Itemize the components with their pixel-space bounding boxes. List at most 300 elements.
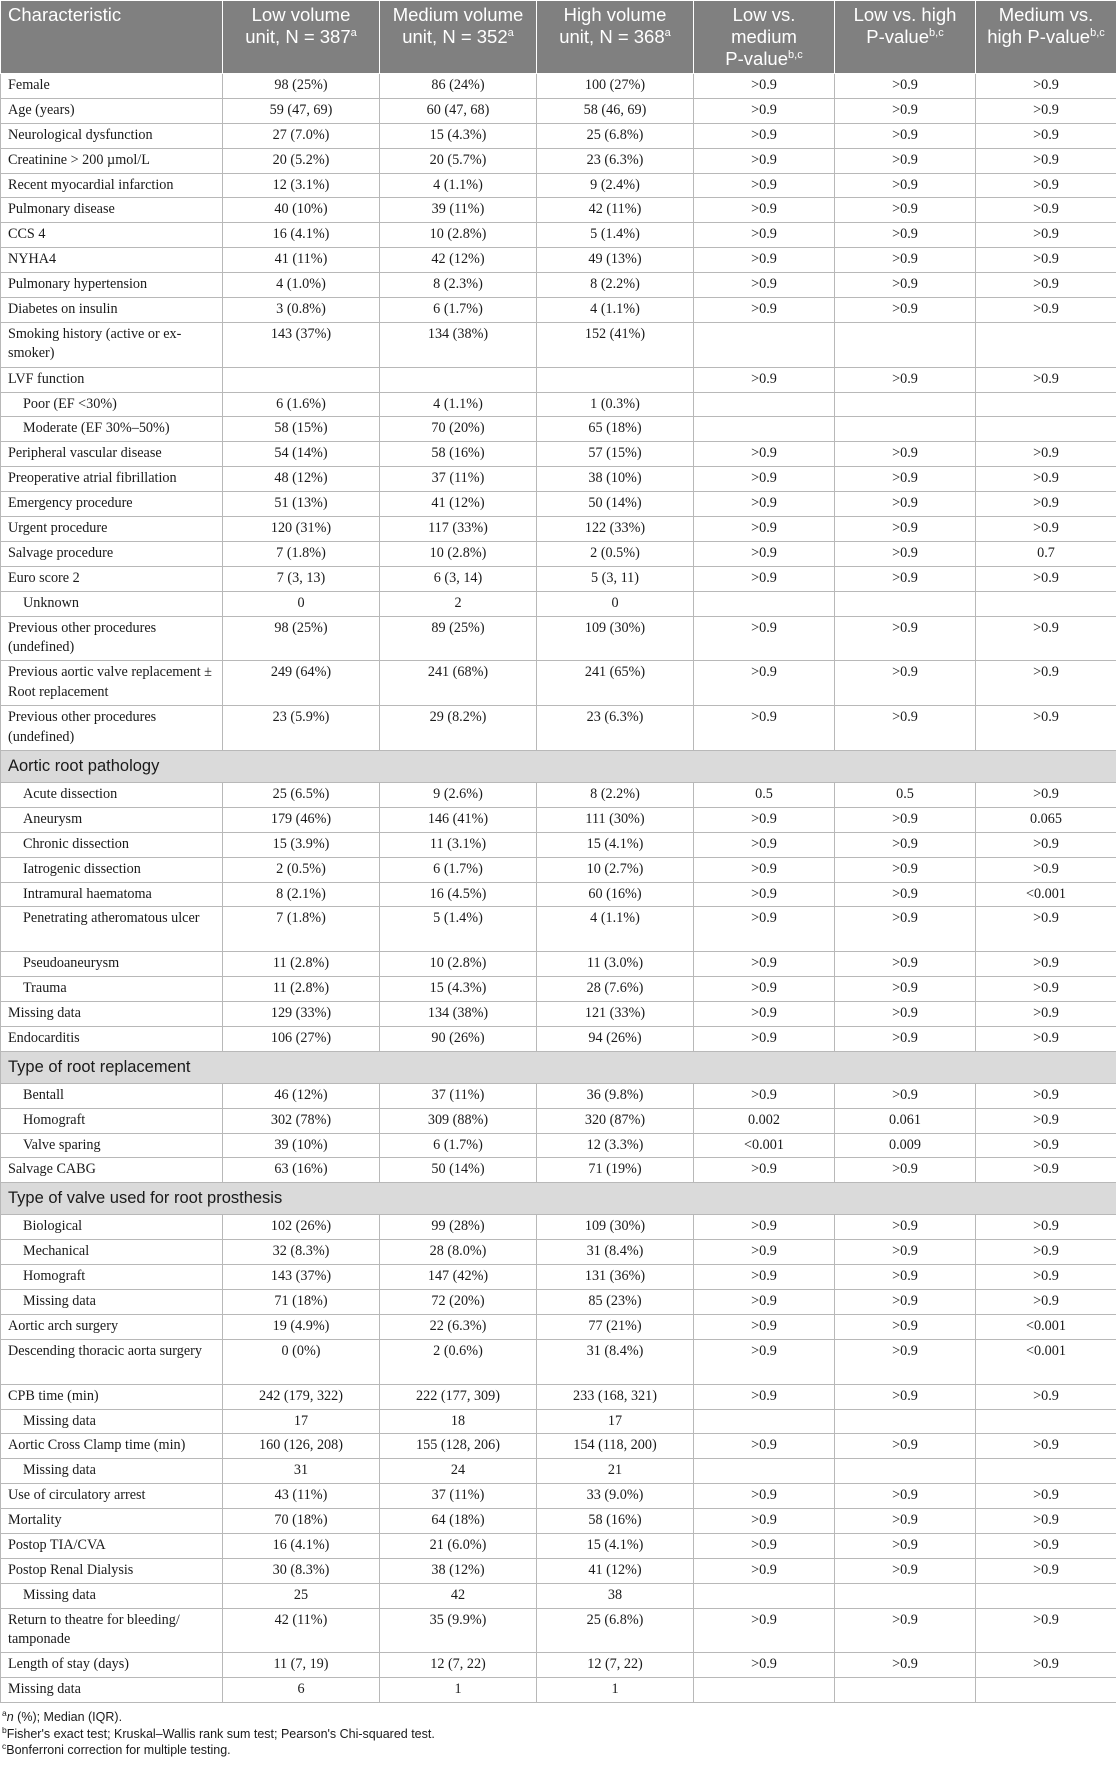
header-low-vs-high: Low vs. high P-value$^{b,c}$	[835, 1, 976, 74]
cell-low-volume: 19 (4.9%)	[223, 1314, 380, 1339]
cell-low-vs-medium-p: >0.9	[694, 1533, 835, 1558]
cell-medium-vs-high-p: >0.9	[976, 123, 1116, 148]
cell-high-volume: 9 (2.4%)	[537, 173, 694, 198]
cell-high-volume: 4 (1.1%)	[537, 298, 694, 323]
cell-medium-vs-high-p: <0.001	[976, 882, 1116, 907]
row-label: NYHA4	[1, 248, 223, 273]
cell-high-volume: 23 (6.3%)	[537, 148, 694, 173]
row-label: Previous other procedures (undefined)	[1, 706, 223, 751]
table-row	[1, 907, 1116, 952]
cell-high-volume: 111 (30%)	[537, 807, 694, 832]
cell-medium-vs-high-p: >0.9	[976, 298, 1116, 323]
table-row	[1, 148, 1116, 173]
row-label: Neurological dysfunction	[1, 123, 223, 148]
table-row	[1, 1265, 1116, 1290]
cell-medium-volume: 2	[380, 591, 537, 616]
cell-low-volume: 41 (11%)	[223, 248, 380, 273]
cell-medium-volume: 6 (1.7%)	[380, 1133, 537, 1158]
cell-high-volume: 94 (26%)	[537, 1026, 694, 1051]
cell-low-vs-high-p: 0.061	[835, 1108, 976, 1133]
cell-high-volume: 15 (4.1%)	[537, 1533, 694, 1558]
cell-high-volume: 4 (1.1%)	[537, 907, 694, 952]
table-body	[1, 74, 1116, 1703]
cell-medium-volume: 1	[380, 1678, 537, 1703]
row-label: Descending thoracic aorta surgery	[1, 1339, 223, 1384]
cell-low-volume: 8 (2.1%)	[223, 882, 380, 907]
cell-low-volume: 70 (18%)	[223, 1509, 380, 1534]
cell-low-vs-medium-p: >0.9	[694, 1558, 835, 1583]
cell-high-volume: 38	[537, 1583, 694, 1608]
cell-low-volume: 16 (4.1%)	[223, 1533, 380, 1558]
cell-low-vs-high-p: >0.9	[835, 467, 976, 492]
cell-low-vs-medium-p	[694, 591, 835, 616]
cell-low-vs-medium-p: >0.9	[694, 1339, 835, 1384]
cell-low-vs-medium-p: >0.9	[694, 661, 835, 706]
row-label: Missing data	[1, 1459, 223, 1484]
cell-low-vs-high-p: >0.9	[835, 616, 976, 661]
cell-low-volume: 143 (37%)	[223, 1265, 380, 1290]
table-row	[1, 807, 1116, 832]
cell-low-vs-high-p: >0.9	[835, 706, 976, 751]
row-label: Homograft	[1, 1108, 223, 1133]
cell-medium-vs-high-p: >0.9	[976, 1158, 1116, 1183]
cell-medium-vs-high-p: >0.9	[976, 1108, 1116, 1133]
cell-high-volume: 154 (118, 200)	[537, 1434, 694, 1459]
cell-low-vs-medium-p: >0.9	[694, 517, 835, 542]
cell-low-volume: 30 (8.3%)	[223, 1558, 380, 1583]
header-medium-volume: Medium volume unit, $N = 352^a$	[380, 1, 537, 74]
cell-low-vs-medium-p: >0.9	[694, 198, 835, 223]
row-label: Acute dissection	[1, 783, 223, 808]
cell-low-vs-medium-p: >0.9	[694, 1026, 835, 1051]
row-label: Previous other procedures (undefined)	[1, 616, 223, 661]
cell-high-volume: 23 (6.3%)	[537, 706, 694, 751]
cell-low-vs-medium-p: >0.9	[694, 123, 835, 148]
cell-medium-vs-high-p: >0.9	[976, 1653, 1116, 1678]
cell-high-volume: 10 (2.7%)	[537, 857, 694, 882]
header-medium-vs-high: Medium vs. high P-value$^{b,c}$	[976, 1, 1116, 74]
row-label: Diabetes on insulin	[1, 298, 223, 323]
section-title: Type of root replacement	[1, 1051, 1116, 1083]
row-label: Missing data	[1, 1678, 223, 1703]
cell-medium-volume: 12 (7, 22)	[380, 1653, 537, 1678]
cell-low-vs-high-p: >0.9	[835, 1384, 976, 1409]
table-row	[1, 1678, 1116, 1703]
cell-low-vs-medium-p: >0.9	[694, 223, 835, 248]
cell-medium-volume: 72 (20%)	[380, 1290, 537, 1315]
cell-low-vs-medium-p: >0.9	[694, 492, 835, 517]
cell-medium-volume: 39 (11%)	[380, 198, 537, 223]
cell-medium-vs-high-p: >0.9	[976, 198, 1116, 223]
header-characteristic: Characteristic	[1, 1, 223, 74]
cell-medium-volume: 9 (2.6%)	[380, 783, 537, 808]
cell-medium-vs-high-p	[976, 417, 1116, 442]
cell-medium-vs-high-p: >0.9	[976, 1509, 1116, 1534]
row-label: Missing data	[1, 1583, 223, 1608]
cell-low-vs-medium-p: >0.9	[694, 1215, 835, 1240]
cell-low-vs-high-p: >0.9	[835, 882, 976, 907]
cell-low-volume: 179 (46%)	[223, 807, 380, 832]
cell-high-volume: 1	[537, 1678, 694, 1703]
cell-medium-vs-high-p: >0.9	[976, 1533, 1116, 1558]
cell-low-vs-high-p: >0.9	[835, 298, 976, 323]
cell-low-vs-high-p: >0.9	[835, 442, 976, 467]
cell-low-volume: 43 (11%)	[223, 1484, 380, 1509]
row-label: Postop Renal Dialysis	[1, 1558, 223, 1583]
cell-medium-vs-high-p: >0.9	[976, 907, 1116, 952]
row-label: Preoperative atrial fibrillation	[1, 467, 223, 492]
cell-high-volume: 21	[537, 1459, 694, 1484]
cell-low-vs-high-p: >0.9	[835, 367, 976, 392]
section-title: Type of valve used for root prosthesis	[1, 1183, 1116, 1215]
cell-medium-vs-high-p: >0.9	[976, 952, 1116, 977]
cell-low-vs-medium-p: >0.9	[694, 148, 835, 173]
cell-medium-vs-high-p: >0.9	[976, 1434, 1116, 1459]
cell-low-vs-medium-p: >0.9	[694, 1484, 835, 1509]
cell-medium-volume: 2 (0.6%)	[380, 1339, 537, 1384]
cell-low-vs-high-p: >0.9	[835, 952, 976, 977]
cell-low-vs-medium-p: >0.9	[694, 298, 835, 323]
cell-medium-vs-high-p: >0.9	[976, 1240, 1116, 1265]
cell-medium-volume: 37 (11%)	[380, 467, 537, 492]
cell-medium-volume: 42	[380, 1583, 537, 1608]
row-label: Euro score 2	[1, 566, 223, 591]
cell-low-vs-high-p: >0.9	[835, 566, 976, 591]
table-row	[1, 248, 1116, 273]
table-row	[1, 1409, 1116, 1434]
table-row	[1, 1608, 1116, 1653]
cell-medium-vs-high-p	[976, 1409, 1116, 1434]
cell-high-volume: 121 (33%)	[537, 1002, 694, 1027]
cell-medium-volume: 42 (12%)	[380, 248, 537, 273]
cell-low-vs-medium-p: >0.9	[694, 832, 835, 857]
cell-low-vs-high-p: >0.9	[835, 661, 976, 706]
cell-low-volume: 11 (7, 19)	[223, 1653, 380, 1678]
cell-low-volume: 17	[223, 1409, 380, 1434]
cell-low-volume: 32 (8.3%)	[223, 1240, 380, 1265]
cell-medium-vs-high-p	[976, 591, 1116, 616]
cell-medium-vs-high-p: >0.9	[976, 1265, 1116, 1290]
cell-medium-vs-high-p: >0.9	[976, 616, 1116, 661]
cell-medium-volume: 90 (26%)	[380, 1026, 537, 1051]
table-row	[1, 1558, 1116, 1583]
cell-medium-vs-high-p: >0.9	[976, 367, 1116, 392]
cell-low-volume	[223, 367, 380, 392]
cell-low-volume: 106 (27%)	[223, 1026, 380, 1051]
table-row	[1, 1583, 1116, 1608]
cell-high-volume: 1 (0.3%)	[537, 392, 694, 417]
section-title: Aortic root pathology	[1, 751, 1116, 783]
table-row	[1, 273, 1116, 298]
row-label: Mortality	[1, 1509, 223, 1534]
cell-low-vs-high-p: >0.9	[835, 1533, 976, 1558]
cell-low-volume: 2 (0.5%)	[223, 857, 380, 882]
cell-low-vs-high-p: >0.9	[835, 1434, 976, 1459]
cell-low-vs-high-p: >0.9	[835, 517, 976, 542]
cell-low-vs-high-p: >0.9	[835, 1158, 976, 1183]
cell-medium-vs-high-p: >0.9	[976, 74, 1116, 99]
row-label: Pulmonary hypertension	[1, 273, 223, 298]
cell-low-vs-high-p: >0.9	[835, 198, 976, 223]
table-row	[1, 706, 1116, 751]
cell-medium-vs-high-p: >0.9	[976, 1002, 1116, 1027]
table-row	[1, 616, 1116, 661]
cell-high-volume: 58 (46, 69)	[537, 98, 694, 123]
cell-high-volume: 0	[537, 591, 694, 616]
cell-medium-volume: 21 (6.0%)	[380, 1533, 537, 1558]
cell-low-volume: 71 (18%)	[223, 1290, 380, 1315]
table-row	[1, 1384, 1116, 1409]
cell-high-volume: 12 (7, 22)	[537, 1653, 694, 1678]
cell-low-vs-medium-p: >0.9	[694, 566, 835, 591]
cell-medium-volume: 11 (3.1%)	[380, 832, 537, 857]
table-row	[1, 1509, 1116, 1534]
cell-medium-vs-high-p: <0.001	[976, 1314, 1116, 1339]
cell-low-vs-medium-p: >0.9	[694, 541, 835, 566]
cell-medium-vs-high-p	[976, 322, 1116, 367]
cell-medium-volume: 15 (4.3%)	[380, 977, 537, 1002]
cell-medium-volume: 15 (4.3%)	[380, 123, 537, 148]
row-label: Aortic Cross Clamp time (min)	[1, 1434, 223, 1459]
cell-medium-vs-high-p: >0.9	[976, 98, 1116, 123]
cell-medium-vs-high-p: 0.065	[976, 807, 1116, 832]
cell-medium-vs-high-p: >0.9	[976, 442, 1116, 467]
table-row	[1, 98, 1116, 123]
cell-low-vs-medium-p	[694, 417, 835, 442]
header-low-vs-medium: Low vs. medium P-value$^{b,c}$	[694, 1, 835, 74]
cell-low-vs-medium-p: >0.9	[694, 1608, 835, 1653]
cell-medium-volume: 24	[380, 1459, 537, 1484]
cell-low-volume: 7 (3, 13)	[223, 566, 380, 591]
cell-low-vs-medium-p: 0.5	[694, 783, 835, 808]
cell-low-vs-high-p: >0.9	[835, 1290, 976, 1315]
section-header-row	[1, 1051, 1116, 1083]
cell-low-vs-high-p: >0.9	[835, 173, 976, 198]
cell-low-volume: 102 (26%)	[223, 1215, 380, 1240]
section-header-row	[1, 751, 1116, 783]
cell-medium-volume: 5 (1.4%)	[380, 907, 537, 952]
cell-medium-vs-high-p: >0.9	[976, 1026, 1116, 1051]
cell-medium-vs-high-p: >0.9	[976, 1558, 1116, 1583]
row-label: Pseudoaneurysm	[1, 952, 223, 977]
cell-medium-vs-high-p: >0.9	[976, 273, 1116, 298]
cell-low-volume: 54 (14%)	[223, 442, 380, 467]
table-row	[1, 1240, 1116, 1265]
row-label: Salvage CABG	[1, 1158, 223, 1183]
cell-medium-vs-high-p: >0.9	[976, 1215, 1116, 1240]
cell-high-volume: 131 (36%)	[537, 1265, 694, 1290]
table-header	[1, 1, 1116, 74]
table-row	[1, 1002, 1116, 1027]
cell-low-vs-high-p: >0.9	[835, 248, 976, 273]
cell-low-vs-high-p: >0.9	[835, 807, 976, 832]
cell-low-volume: 129 (33%)	[223, 1002, 380, 1027]
cell-medium-volume: 37 (11%)	[380, 1083, 537, 1108]
row-label: Smoking history (active or ex-smoker)	[1, 322, 223, 367]
cell-low-vs-medium-p: >0.9	[694, 273, 835, 298]
row-label: Missing data	[1, 1002, 223, 1027]
cell-low-vs-medium-p	[694, 1678, 835, 1703]
cell-low-volume: 249 (64%)	[223, 661, 380, 706]
cell-low-vs-high-p: >0.9	[835, 273, 976, 298]
cell-medium-vs-high-p	[976, 1459, 1116, 1484]
cell-medium-volume: 134 (38%)	[380, 1002, 537, 1027]
cell-medium-volume: 4 (1.1%)	[380, 173, 537, 198]
cell-low-vs-medium-p: >0.9	[694, 1434, 835, 1459]
cell-low-vs-high-p: >0.9	[835, 1558, 976, 1583]
cell-high-volume: 57 (15%)	[537, 442, 694, 467]
cell-high-volume: 233 (168, 321)	[537, 1384, 694, 1409]
cell-medium-vs-high-p: >0.9	[976, 857, 1116, 882]
table-row	[1, 223, 1116, 248]
cell-medium-vs-high-p: >0.9	[976, 783, 1116, 808]
cell-medium-volume: 117 (33%)	[380, 517, 537, 542]
cell-low-volume: 0 (0%)	[223, 1339, 380, 1384]
table-row	[1, 591, 1116, 616]
cell-low-volume: 27 (7.0%)	[223, 123, 380, 148]
cell-medium-volume: 38 (12%)	[380, 1558, 537, 1583]
cell-low-vs-medium-p: 0.002	[694, 1108, 835, 1133]
cell-high-volume: 241 (65%)	[537, 661, 694, 706]
cell-medium-vs-high-p: >0.9	[976, 661, 1116, 706]
table-row	[1, 392, 1116, 417]
cell-high-volume: 49 (13%)	[537, 248, 694, 273]
cell-low-volume: 48 (12%)	[223, 467, 380, 492]
cell-high-volume: 71 (19%)	[537, 1158, 694, 1183]
cell-medium-vs-high-p: >0.9	[976, 1384, 1116, 1409]
cell-low-vs-high-p: >0.9	[835, 1653, 976, 1678]
cell-medium-vs-high-p: >0.9	[976, 1290, 1116, 1315]
cell-medium-volume: 10 (2.8%)	[380, 541, 537, 566]
cell-low-vs-medium-p: >0.9	[694, 977, 835, 1002]
cell-low-vs-medium-p: >0.9	[694, 1384, 835, 1409]
cell-medium-volume: 6 (1.7%)	[380, 857, 537, 882]
row-label: Aneurysm	[1, 807, 223, 832]
cell-low-vs-medium-p	[694, 1459, 835, 1484]
table-row	[1, 566, 1116, 591]
cell-medium-vs-high-p: <0.001	[976, 1339, 1116, 1384]
cell-low-vs-medium-p: >0.9	[694, 706, 835, 751]
cell-low-volume: 3 (0.8%)	[223, 298, 380, 323]
cell-high-volume: 36 (9.8%)	[537, 1083, 694, 1108]
cell-low-vs-medium-p: >0.9	[694, 1653, 835, 1678]
cell-low-vs-medium-p: >0.9	[694, 1002, 835, 1027]
cell-medium-volume: 134 (38%)	[380, 322, 537, 367]
cell-low-vs-high-p: >0.9	[835, 98, 976, 123]
row-label: CPB time (min)	[1, 1384, 223, 1409]
cell-low-volume: 20 (5.2%)	[223, 148, 380, 173]
cell-medium-volume	[380, 367, 537, 392]
cell-high-volume: 65 (18%)	[537, 417, 694, 442]
cell-high-volume: 77 (21%)	[537, 1314, 694, 1339]
row-label: Return to theatre for bleeding/ tamponade	[1, 1608, 223, 1653]
section-header-row	[1, 1183, 1116, 1215]
cell-low-vs-high-p	[835, 1583, 976, 1608]
cell-low-vs-high-p: >0.9	[835, 1002, 976, 1027]
cell-high-volume: 122 (33%)	[537, 517, 694, 542]
table-row	[1, 783, 1116, 808]
cell-medium-vs-high-p: >0.9	[976, 517, 1116, 542]
cell-medium-volume: 4 (1.1%)	[380, 392, 537, 417]
table-row	[1, 517, 1116, 542]
table-row	[1, 541, 1116, 566]
row-label: Penetrating atheromatous ulcer	[1, 907, 223, 952]
table-row	[1, 442, 1116, 467]
row-label: Age (years)	[1, 98, 223, 123]
row-label: Biological	[1, 1215, 223, 1240]
cell-medium-volume: 20 (5.7%)	[380, 148, 537, 173]
row-label: Missing data	[1, 1290, 223, 1315]
row-label: Emergency procedure	[1, 492, 223, 517]
header-high-volume: High volume unit, $N = 368^a$	[537, 1, 694, 74]
cell-medium-volume: 70 (20%)	[380, 417, 537, 442]
cell-medium-volume: 99 (28%)	[380, 1215, 537, 1240]
cell-medium-vs-high-p: >0.9	[976, 467, 1116, 492]
cell-high-volume: 320 (87%)	[537, 1108, 694, 1133]
row-label: Urgent procedure	[1, 517, 223, 542]
table-row	[1, 1215, 1116, 1240]
cell-low-vs-high-p	[835, 1409, 976, 1434]
cell-high-volume: 25 (6.8%)	[537, 123, 694, 148]
row-label: Length of stay (days)	[1, 1653, 223, 1678]
cell-low-volume: 302 (78%)	[223, 1108, 380, 1133]
cell-medium-volume: 35 (9.9%)	[380, 1608, 537, 1653]
cell-high-volume: 11 (3.0%)	[537, 952, 694, 977]
cell-medium-volume: 29 (8.2%)	[380, 706, 537, 751]
table-row	[1, 1653, 1116, 1678]
cell-high-volume: 152 (41%)	[537, 322, 694, 367]
cell-medium-vs-high-p: >0.9	[976, 1608, 1116, 1653]
header-low-volume: Low volume unit, $N = 387^a$	[223, 1, 380, 74]
cell-medium-vs-high-p	[976, 1678, 1116, 1703]
cell-medium-vs-high-p: >0.9	[976, 173, 1116, 198]
cell-low-vs-high-p: >0.9	[835, 1608, 976, 1653]
cell-low-volume: 25 (6.5%)	[223, 783, 380, 808]
cell-high-volume: 109 (30%)	[537, 1215, 694, 1240]
table-row	[1, 1339, 1116, 1384]
cell-low-vs-high-p	[835, 1459, 976, 1484]
row-label: Trauma	[1, 977, 223, 1002]
cell-low-volume: 11 (2.8%)	[223, 977, 380, 1002]
cell-medium-vs-high-p: >0.9	[976, 706, 1116, 751]
cell-medium-volume: 222 (177, 309)	[380, 1384, 537, 1409]
table-row	[1, 123, 1116, 148]
cell-medium-volume: 241 (68%)	[380, 661, 537, 706]
cell-low-vs-medium-p: >0.9	[694, 367, 835, 392]
row-label: Salvage procedure	[1, 541, 223, 566]
row-label: Recent myocardial infarction	[1, 173, 223, 198]
cell-medium-volume: 37 (11%)	[380, 1484, 537, 1509]
row-label: Valve sparing	[1, 1133, 223, 1158]
row-label: Peripheral vascular disease	[1, 442, 223, 467]
cell-low-volume: 120 (31%)	[223, 517, 380, 542]
cell-low-vs-medium-p	[694, 1583, 835, 1608]
table-row	[1, 1133, 1116, 1158]
cell-medium-volume: 41 (12%)	[380, 492, 537, 517]
cell-low-volume: 46 (12%)	[223, 1083, 380, 1108]
cell-low-vs-medium-p: >0.9	[694, 98, 835, 123]
cell-low-vs-high-p: >0.9	[835, 1083, 976, 1108]
cell-high-volume: 100 (27%)	[537, 74, 694, 99]
cell-medium-volume: 10 (2.8%)	[380, 223, 537, 248]
cell-low-vs-medium-p: >0.9	[694, 1314, 835, 1339]
cell-low-volume: 6 (1.6%)	[223, 392, 380, 417]
cell-low-volume: 31	[223, 1459, 380, 1484]
cell-low-vs-high-p: >0.9	[835, 977, 976, 1002]
cell-low-vs-medium-p: >0.9	[694, 1509, 835, 1534]
table-row	[1, 1290, 1116, 1315]
table-row	[1, 198, 1116, 223]
